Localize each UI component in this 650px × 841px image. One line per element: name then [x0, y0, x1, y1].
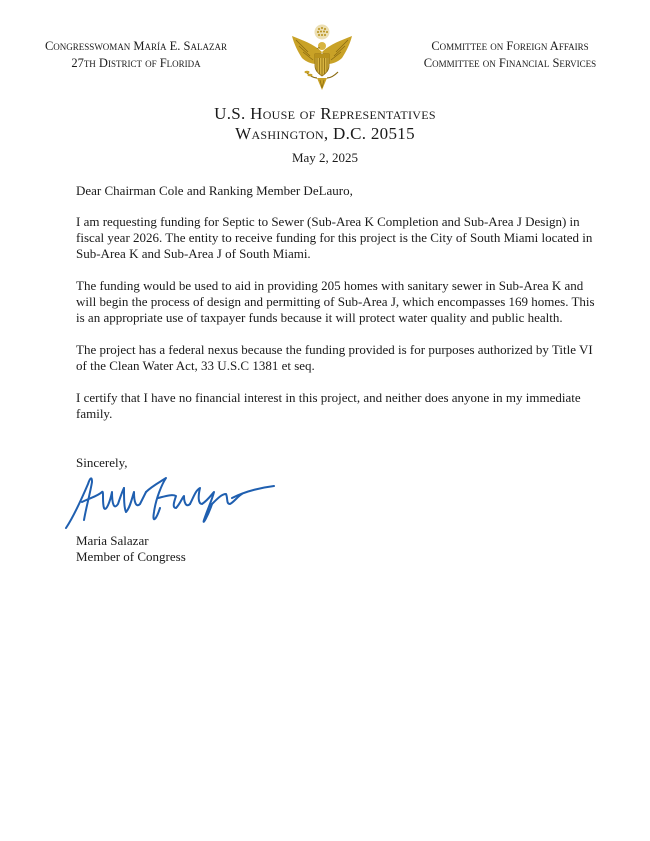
district-line: 27th District of Florida: [71, 56, 201, 70]
signature-block: [76, 533, 186, 565]
office-address: [0, 104, 650, 144]
letterhead-right: [410, 38, 610, 72]
paragraph-request: I am requesting funding for Septic to Sewer (Sub-Area K Completion and Sub-Area J Design) in fiscal year 2026. The entity to receive funding for this project is the City of South Miami located in Sub-Area K and Sub-Area J of South Miami.: [76, 214, 593, 261]
signer-name: Maria Salazar: [76, 533, 149, 548]
great-seal-eagle-icon: [286, 22, 358, 94]
committee-financial-services: Committee on Financial Services: [423, 56, 597, 70]
paragraph-funding-use: The funding would be used to aid in providing 205 homes with sanitary sewer in Sub-Area K and will begin the process of design and permitting of Sub-Area J, which encompasses 169 homes. This is an appropriate use of taxpayer funds because it will protect water quality and public health.: [76, 278, 595, 325]
congresswoman-name: Congresswoman María E. Salazar: [44, 39, 228, 53]
paragraph-certification: I certify that I have no financial interest in this project, and neither does anyone in my immediate family.: [76, 390, 581, 421]
signer-title: Member of Congress: [76, 549, 186, 564]
washington-address: Washington, D.C. 20515: [235, 124, 415, 143]
letter-body: [76, 183, 596, 438]
paragraph-federal-nexus: The project has a federal nexus because the funding provided is for purposes authorized by Title VI of the Clean Water Act, 33 U.S.C 1381 et seq.: [76, 342, 593, 373]
letterhead-left: [36, 38, 236, 72]
letter-date: May 2, 2025: [291, 150, 359, 165]
house-of-representatives: U.S. House of Representatives: [214, 104, 436, 123]
closing: Sincerely,: [76, 455, 128, 470]
committee-foreign-affairs: Committee on Foreign Affairs: [431, 39, 589, 53]
salutation: Dear Chairman Cole and Ranking Member DeLauro,: [76, 183, 353, 198]
handwritten-signature: [62, 468, 278, 532]
